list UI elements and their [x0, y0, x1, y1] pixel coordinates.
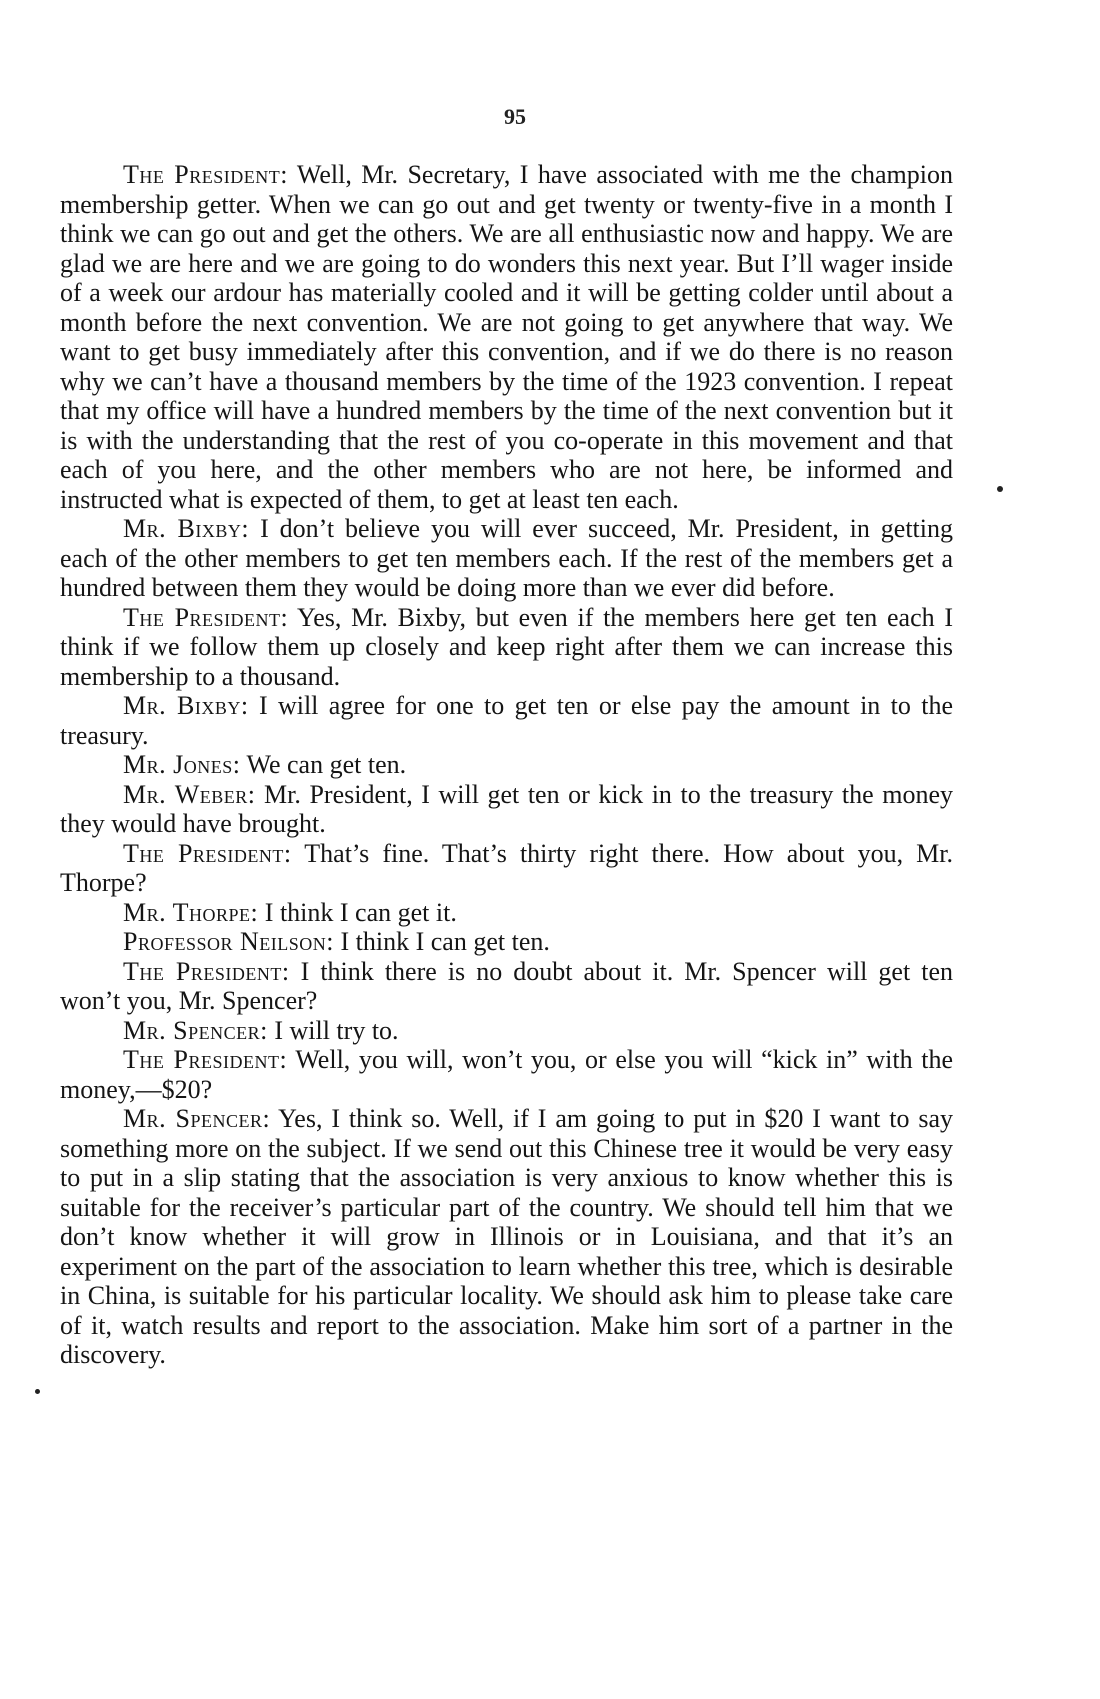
paragraph	[60, 957, 953, 1016]
speech-text: I think there is no doubt about it. Mr. Spencer will get ten won’t you, Mr. Spencer?	[60, 956, 953, 1015]
scan-speck	[35, 1389, 40, 1394]
page-number: 95	[504, 104, 526, 129]
speaker-label: Mr. Weber:	[123, 779, 256, 809]
paragraph	[60, 160, 953, 514]
speaker-label: Mr. Bixby:	[123, 691, 249, 720]
paragraph	[60, 603, 953, 692]
speaker-label: Mr. Jones:	[123, 750, 241, 779]
speech-text: Well, Mr. Secretary, I have associated with me the champion membership getter. When we can go out and get twenty or twenty-five in a month I think we can go out and get the others. We are all enthusiastic now and happy. We are glad we are here and we are going to do wonders this next year. But I’ll wager inside of a week our ardour has materially cooled and it will be getting colder until about a month before the next convention. We are not going to get anywhere that way. We want to get busy immediately after this convention, and if we do there is no reason why we can’t have a thousand members by the time of the 1923 convention. I repeat that my office will have a hundred members by the time of the next convention but it is with the understanding that the rest of you co-operate in this movement and that each of you here, and the other members who are not here, be informed and instructed what is expected of them, to get at least ten each.	[60, 160, 953, 514]
speaker-label: The President:	[123, 602, 289, 632]
speech-text: We can get ten.	[246, 750, 407, 779]
speech-text: Yes, I think so. Well, if I am going to put in $20 I want to say something more on the subject. If we send out this Chinese tree it would be very easy to put in a slip stating that the association is very anxious to know whether this is suitable for the receiver’s particular part of the country. We should tell him that we don’t know whether it will grow in Illinois or in Louisiana, and that it’s an experiment on the part of the association to learn whether this tree, which is desirable in China, is suitable for his particular locality. We should ask him to please take care of it, watch results and report to the association. Make him sort of a partner in the discovery.	[60, 1104, 953, 1369]
transcript-body	[60, 160, 953, 1370]
paragraph	[60, 780, 953, 839]
speaker-label: Mr. Spencer:	[123, 1015, 268, 1045]
speech-text: I will try to.	[274, 1015, 399, 1045]
paragraph	[60, 927, 953, 957]
speaker-label: Mr. Bixby:	[123, 514, 250, 543]
paragraph	[60, 514, 953, 603]
speaker-label: The President:	[123, 838, 292, 868]
speech-text: I think I can get ten.	[340, 927, 550, 956]
speech-text: I think I can get it.	[264, 897, 457, 927]
paragraph	[60, 750, 953, 780]
paragraph	[60, 1016, 953, 1046]
speech-text: I will agree for one to get ten or else pay the amount in to the treasury.	[60, 691, 954, 750]
speaker-label: The President:	[123, 160, 288, 189]
paragraph	[60, 1104, 953, 1370]
speech-text: I don’t believe you will ever succeed, Mr. President, in getting each of the other members to get ten members each. If the rest of the members get a hundred between them they would be doing more than we ever did before.	[60, 514, 954, 602]
paragraph	[60, 691, 953, 750]
speaker-label: Mr. Spencer:	[123, 1104, 271, 1133]
speaker-label: Professor Neilson:	[123, 927, 334, 956]
speaker-label: The President:	[123, 956, 290, 986]
scan-speck	[997, 486, 1003, 492]
speech-text: Well, you will, won’t you, or else you will “kick in” with the money,—$20?	[60, 1045, 953, 1104]
speech-text: Mr. President, I will get ten or kick in to the treasury the money they would have brought.	[60, 779, 953, 838]
paragraph	[60, 1045, 953, 1104]
speaker-label: The President:	[123, 1045, 288, 1074]
speech-text: Yes, Mr. Bixby, but even if the members here get ten each I think if we follow them up closely and keep right after them we can increase this membership to a thousand.	[60, 602, 953, 691]
paragraph	[60, 898, 953, 928]
speech-text: That’s fine. That’s thirty right there. How about you, Mr. Thorpe?	[60, 838, 954, 897]
paragraph	[60, 839, 953, 898]
speaker-label: Mr. Thorpe:	[123, 897, 259, 927]
